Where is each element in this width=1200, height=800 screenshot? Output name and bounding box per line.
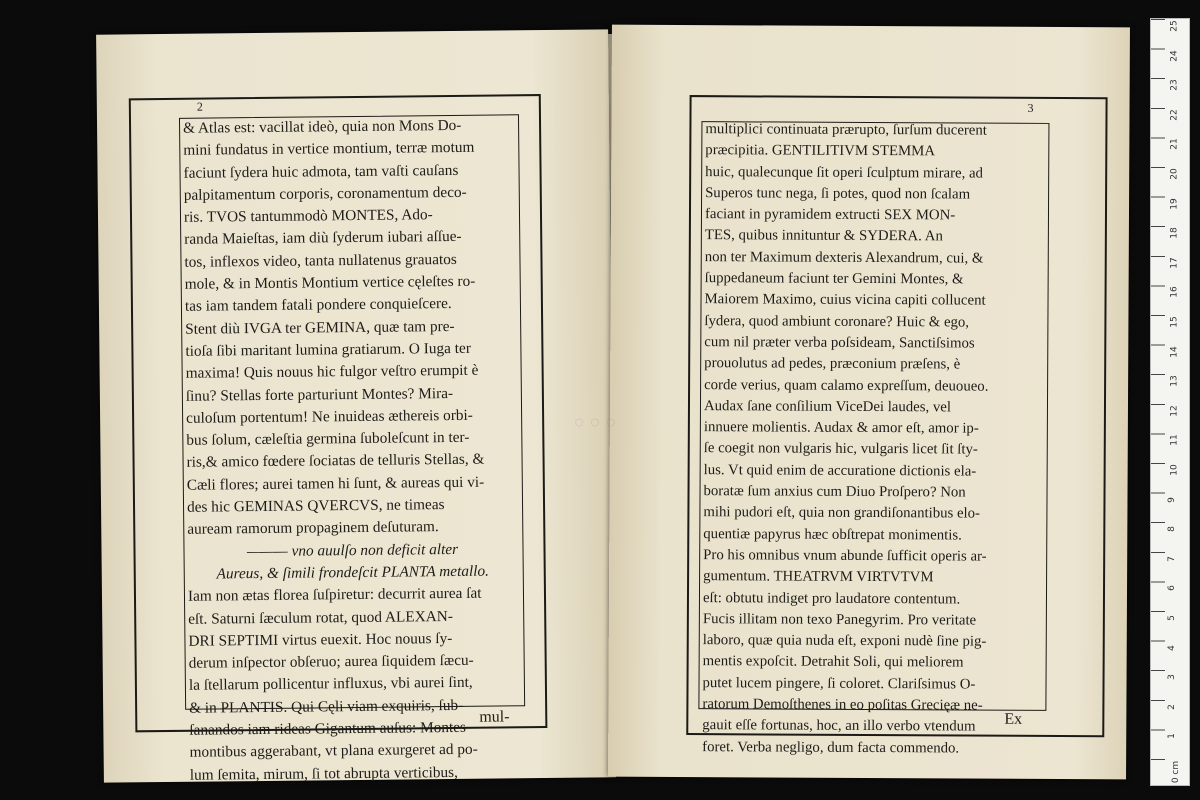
text-line: ſinu? Stellas forte parturiunt Montes? Mira- <box>185 384 454 405</box>
left-page-body <box>183 114 520 786</box>
text-line: des hic GEMINAS QVERCVS, ne timeas <box>186 496 445 516</box>
ruler-number: 3 <box>1166 674 1177 681</box>
ruler-number: 20 <box>1169 168 1180 180</box>
ruler-number: 18 <box>1169 227 1180 239</box>
text-line: montibus aggerabant, vt plana exurgeret ad po- <box>189 741 478 762</box>
text-line: ratorum Demoſthenes in eo poſitas Grecięæ ne- <box>702 696 983 714</box>
text-line: culoſum portentum! Ne inuideas æthereis orbi- <box>186 406 473 427</box>
text-line: randa Maieſtas, iam diù ſyderum iubari aſſue- <box>184 228 462 249</box>
text-line: Fucis illitam non texo Panegyrim. Pro veritate <box>702 610 977 629</box>
ruler-number: 19 <box>1169 197 1180 210</box>
text-line: huic, qualecunque ſit operi ſculptum mirare, ad <box>705 163 984 182</box>
text-line: mentis expoſcit. Detrahit Soli, qui meliorem <box>702 653 964 671</box>
ruler-number: 25 <box>1169 20 1180 32</box>
text-line: boratæ ſum anxius cum Diuo Proſpero? Non <box>703 483 966 501</box>
ruler-scale <box>1151 19 1165 785</box>
text-line: TES, quibus innituntur & SYDERA. An <box>704 227 943 245</box>
ruler-number: 16 <box>1169 286 1180 299</box>
text-line: tas iam tandem fatali pondere conquieſcere. <box>184 295 452 316</box>
ruler-number: 5 <box>1166 615 1177 621</box>
ruler-number: 4 <box>1166 644 1177 651</box>
text-line: auream ramorum propaginem deſuturam. <box>187 518 439 539</box>
text-line: mini fundatus in vertice montium, terræ motum <box>183 139 475 160</box>
right-page-number: 3 <box>1027 100 1034 115</box>
text-line: quentiæ papyrus hæc obſtrepat monimentis. <box>703 525 962 544</box>
text-line: Maiorem Maximo, cuius vicina capiti collucent <box>704 291 986 309</box>
text-line: lum ſemita, mirum, ſi tot abrupta verticibus, <box>189 763 459 784</box>
ruler-number: 2 <box>1166 703 1177 710</box>
ruler-number: 7 <box>1166 555 1177 562</box>
text-line: ſe coegit non vulgaris hic, vulgaris licet ſit ſty- <box>703 440 978 459</box>
text-line: corde verius, quam calamo expreſſum, deuoueo. <box>704 376 989 395</box>
text-line: & Atlas est: vacillat ideò, quia non Mons Do- <box>182 116 462 137</box>
text-line: Stent diù IVGA ter GEMINA, quæ tam pre- <box>185 317 455 338</box>
text-line: cum nil præter verba poſsideam, Sanctiſsimos <box>704 334 975 352</box>
ruler-number: 23 <box>1169 79 1180 91</box>
text-line: maxima! Quis nouus hic fulgor veſtro erumpit è <box>185 361 479 383</box>
ruler-number: 1 <box>1166 733 1177 740</box>
text-line: & in PLANTIS. Qui Cęli viam exquiris, ſub- <box>189 696 464 717</box>
text-line: Aureus, & ſimili frondeſcit PLANTA metallo. <box>216 562 490 583</box>
text-line: Iam non ætas florea ſuſpiretur: decurrit aurea ſat <box>187 584 482 606</box>
text-line: eſt. Saturni ſæculum rotat, quod ALEXAN- <box>188 607 453 628</box>
text-line: multiplici continuata prærupto, ſurſum ducerent <box>705 121 987 139</box>
ruler-number: 11 <box>1169 434 1180 447</box>
ruler-number: 9 <box>1166 496 1177 503</box>
text-line: faciant in pyramidem extructi SEX MON- <box>704 206 956 224</box>
left-page-number: 2 <box>196 99 203 114</box>
right-page-body <box>702 119 1045 760</box>
text-line: putet lucem pingere, ſi coloret. Clariſsimus O- <box>702 674 976 693</box>
ruler-unit-label: 0 cm <box>1171 760 1182 784</box>
text-line: ſuppedaneum faciunt ter Gemini Montes, & <box>704 270 964 288</box>
text-line: ſydera, quod ambiunt coronare? Huic & ego, <box>704 312 970 331</box>
text-line: gauit eſſe fortunas, hoc, an illo verbo vtendum <box>702 717 976 735</box>
ruler-number: 15 <box>1169 316 1180 328</box>
text-line: Cæli flores; aurei tamen hi ſunt, & aureas qui vi- <box>186 473 485 494</box>
text-line: prouolutus ad pedes, præconium præſens, è <box>704 355 961 373</box>
text-line: mole, & in Montis Montium vertice cęleſtes ro- <box>184 272 476 293</box>
ruler-number: 17 <box>1169 257 1180 269</box>
left-page-catchword: mul- <box>479 708 510 726</box>
text-line: ris,& amico fœdere ſociatas de telluris Stellas, & <box>186 451 485 472</box>
ruler-number: 14 <box>1169 345 1180 358</box>
text-line: Audax ſane conſilium ViceDei laudes, vel <box>703 397 952 416</box>
ruler-number: 13 <box>1169 375 1180 387</box>
ruler-number: 24 <box>1169 49 1180 62</box>
text-line: gumentum. THEATRVM VIRTVTVM <box>703 568 934 586</box>
text-line: non ter Maximum dexteris Alexandrum, cui, & <box>704 248 984 267</box>
text-line: eſt: obtutu indiget pro laudatore contentum. <box>702 589 961 608</box>
text-line: lus. Vt quid enim de accuratione dictionis ela- <box>703 461 977 480</box>
text-line: innuere molientis. Audax & amor eſt, amor ip- <box>703 419 979 437</box>
text-line: tioſa ſibi maritant lumina gratiarum. O Iuga ter <box>185 339 471 360</box>
text-line: faciunt ſydera huic admota, tam vaſti cauſans <box>183 161 459 182</box>
right-page-catchword: Ex <box>1004 710 1023 728</box>
text-line: tos, inflexos video, tanta nullatenus grauatos <box>184 250 457 271</box>
library-stamp-watermark: ○ ○ ○ <box>573 412 617 432</box>
text-line: mihi pudori eſt, quia non grandiſonantibus elo- <box>703 504 981 522</box>
text-line: Superos tunc nega, ſi potes, quod non ſcalam <box>705 185 971 203</box>
text-line: ris. TVOS tantummodò MONTES, Ado- <box>183 206 433 226</box>
ruler-number: 22 <box>1169 109 1180 121</box>
measurement-ruler <box>1150 18 1190 786</box>
text-line: la ſtellarum pollicentur influxus, vbi aurei ſint, <box>188 674 473 695</box>
ruler-number: 8 <box>1166 526 1177 533</box>
text-line: laboro, quæ quia nuda eſt, exponi nudè ſine pig- <box>702 632 987 650</box>
text-line: derum inſpector obſeruo; aurea ſiquidem ſæcu- <box>188 651 474 672</box>
text-line: palpitamentum corporis, coronamentum deco- <box>183 183 467 204</box>
right-page <box>608 25 1130 780</box>
text-line: præcipitia. GENTILITIVM STEMMA <box>705 142 936 160</box>
text-line: ——— vno auulſo non deficit alter <box>246 540 459 560</box>
text-line: foret. Verba negligo, dum facta commendo. <box>702 738 960 757</box>
text-line: Pro his omnibus vnum abunde ſufficit operis ar- <box>703 547 987 565</box>
ruler-number: 10 <box>1169 464 1180 476</box>
ruler-number: 12 <box>1169 405 1180 417</box>
left-page <box>96 29 616 782</box>
text-line: DRI SEPTIMI virtus euexit. Hoc nouus ſy- <box>188 629 453 650</box>
text-line: ſanandos iam rideas Gigantum auſus: Montes <box>189 718 467 739</box>
ruler-number: 6 <box>1166 585 1177 592</box>
ruler-number: 21 <box>1169 138 1180 151</box>
text-line: bus ſolum, cæleſtia germina ſuboleſcunt in ter- <box>186 428 470 449</box>
